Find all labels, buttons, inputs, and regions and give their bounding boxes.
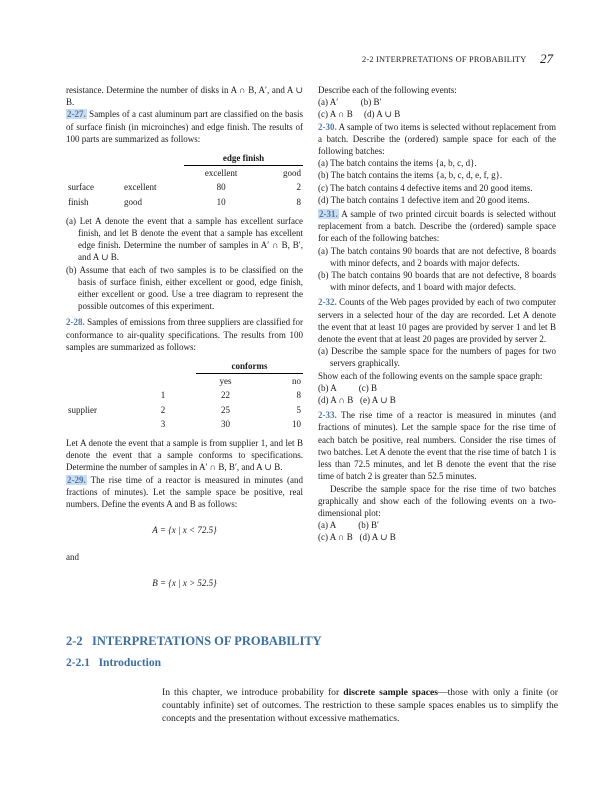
table-row-group: supplier [68, 404, 97, 415]
exercise-2-31-b: (b) The batch contains 90 boards that are not defective, 8 boards with minor defects, and 1 board with major defects. [318, 270, 556, 293]
exercise-2-32-show: Show each of the following events on the sample space graph: [318, 370, 543, 381]
exercise-text: Samples of emissions from three suppliers are classified for conformance to air-quality specifications. The results from 100 samples are summarized as follows: [66, 317, 303, 352]
exercise-2-30-c: (c) The batch contains 4 defective items and 20 good items. [318, 182, 533, 193]
exercise-number: 2-29. [67, 474, 86, 485]
exercise-text: The rise time of a reactor is measured in minutes (and fractions of minutes). Let the sample space be positive, real numbers. Define the events A and B as follows: [66, 474, 303, 510]
exercise-2-27-a: (a) Let A denote the event that a sample has excellent surface finish, and let B denote the event that a sample has excellent edge finish. Determine the number of samples in A′ ∩ B, B′, and A ∪ B. [66, 215, 303, 263]
table-cell: 8 [296, 390, 301, 401]
exercise-text: Counts of the Web pages provided by each of two computer servers in a selected hour of the day are recorded. Let A denote the event that at least 10 pages are provided by server 1 and let B denote the event that at least 20 pages are provided by server 2. [318, 297, 556, 345]
table-row-group: finish [68, 196, 89, 207]
and-text: and [66, 551, 79, 562]
table-cell: 1 [160, 390, 166, 401]
supplier-table [66, 359, 303, 431]
table-col-group: edge finish [184, 151, 303, 166]
exercise-2-28 [66, 316, 303, 353]
table-row [66, 403, 303, 417]
table-cell: 2 [296, 182, 301, 193]
table-cell: 80 [216, 182, 226, 193]
table-cell: 30 [221, 418, 230, 429]
left-paragraph-1: resistance. Determine the number of disks in A ∩ B, A′, and A ∪ B. [66, 85, 303, 108]
table-cell: 5 [296, 404, 301, 415]
exercise-2-32 [318, 296, 556, 345]
exercise-text: A sample of two items is selected without replacement from a batch. Describe the (ordered) sample space for each of the following batches: [318, 121, 556, 157]
exercise-number: 2-28. [66, 317, 85, 328]
exercise-2-27-b: (b) Assume that each of two samples is to be classified on the basis of surface finish, either excellent or good, edge finish, either excellent or good. Use a tree diagram to represent the possible outcomes of this experiment. [66, 264, 303, 312]
exercise-text: Samples of a cast aluminum part are classified on the basis of surface finish (in microinches) and edge finish. The results of 100 parts are summarized as follows: [66, 109, 303, 144]
table-col-header: yes [219, 376, 232, 387]
exercise-2-30-b: (b) The batch contains the items {a, b, c, d, e, f, g}. [318, 170, 503, 181]
equation-b: B = {x | x > 52.5} [152, 577, 217, 588]
section-heading: 2-2 INTERPRETATIONS OF PROBABILITY [66, 634, 322, 648]
table-cell: 10 [292, 418, 301, 429]
right-column [318, 84, 556, 544]
table-cell: 22 [221, 390, 230, 401]
event-list: (a) A′ (b) B′ [318, 97, 382, 108]
exercise-2-30-a: (a) The batch contains the items {a, b, c, d}. [318, 158, 477, 169]
table-row [66, 180, 303, 194]
exercise-number: 2-27. [67, 109, 86, 120]
table-col-header: no [292, 376, 301, 387]
exercise-2-29 [66, 474, 303, 511]
page-number: 27 [540, 51, 553, 66]
exercise-number: 2-33. [318, 410, 337, 421]
table-cell: 8 [296, 196, 301, 207]
table-col-header: good [283, 168, 301, 179]
event-list: (b) A (c) B [318, 382, 377, 393]
table-row [66, 388, 303, 402]
event-list: (c) A ∩ B (d) A ∪ B [318, 109, 401, 120]
intro-emphasis: discrete sample spaces [343, 687, 439, 698]
exercise-2-31 [318, 208, 556, 245]
exercise-2-27 [66, 108, 303, 145]
exercise-number: 2-30. [318, 121, 337, 132]
table-cell: 25 [221, 404, 230, 415]
exercise-2-33 [318, 409, 556, 482]
intro-text: In this chapter, we introduce probability for [162, 687, 344, 698]
right-paragraph-1: Describe each of the following events: [318, 85, 457, 95]
table-row [66, 195, 303, 209]
intro-text: —those with only a finite (or countably infinite) set of outcomes. The restriction to these sample spaces enables us to simplify the concepts and the presentation without excessive mathematics. [162, 687, 559, 724]
event-list: (d) A ∩ B (e) A ∪ B [318, 395, 396, 406]
exercise-2-32-a: (a) Describe the sample space for the numbers of pages for two servers graphically. [318, 346, 556, 369]
table-col-group: conforms [196, 359, 303, 374]
exercise-text: A sample of two printed circuit boards is selected without replacement from a batch. Describe the (ordered) sample space for each of the following batches: [318, 209, 556, 244]
edge-finish-table [66, 151, 303, 209]
intro-paragraph [162, 686, 558, 725]
event-list: (a) A (b) B′ [318, 520, 379, 531]
exercise-text: The rise time of a reactor is measured in minutes (and fractions of minutes). Let the sample space for the rise time of each batch be positive, real numbers. Consider the rise times of two batches. Let A denote the event that the rise time of batch 1 is less than 72.5 minutes, and let B denote the event that the rise time of batch 2 is greater than 52.5 minutes. [318, 410, 556, 482]
table-cell: 3 [160, 418, 166, 429]
left-column [66, 84, 303, 603]
exercise-2-30 [318, 121, 556, 158]
exercise-2-33-desc: Describe the sample space for the rise time of two batches graphically and show each of the following events on a two-dimensional plot: [318, 483, 556, 518]
subsection-heading: 2-2.1 Introduction [66, 657, 161, 669]
table-cell: 2 [160, 404, 166, 415]
table-cell: good [124, 196, 142, 207]
table-row [66, 417, 303, 431]
equation-a: A = {x | x < 72.5} [152, 525, 217, 536]
running-head: 2-2 INTERPRETATIONS OF PROBABILITY [362, 55, 527, 64]
table-cell: 10 [216, 196, 226, 207]
table-cell: excellent [124, 182, 157, 193]
event-list: (c) A ∩ B (d) A ∪ B [318, 532, 396, 543]
exercise-number: 2-32. [318, 297, 337, 308]
table-col-header: excellent [204, 168, 238, 179]
exercise-2-28-body: Let A denote the event that a sample is from supplier 1, and let B denote the event that a sample conforms to specifications. Determine the number of samples in A′ ∩ B, B′, and A ∪ B. [66, 438, 303, 473]
table-row-group: surface [68, 182, 94, 193]
exercise-number: 2-31. [319, 209, 338, 220]
exercise-2-31-a: (a) The batch contains 90 boards that are not defective, 8 boards with minor defects, and 2 boards with major defects. [318, 245, 556, 268]
exercise-2-30-d: (d) The batch contains 1 defective item and 20 good items. [318, 194, 530, 205]
